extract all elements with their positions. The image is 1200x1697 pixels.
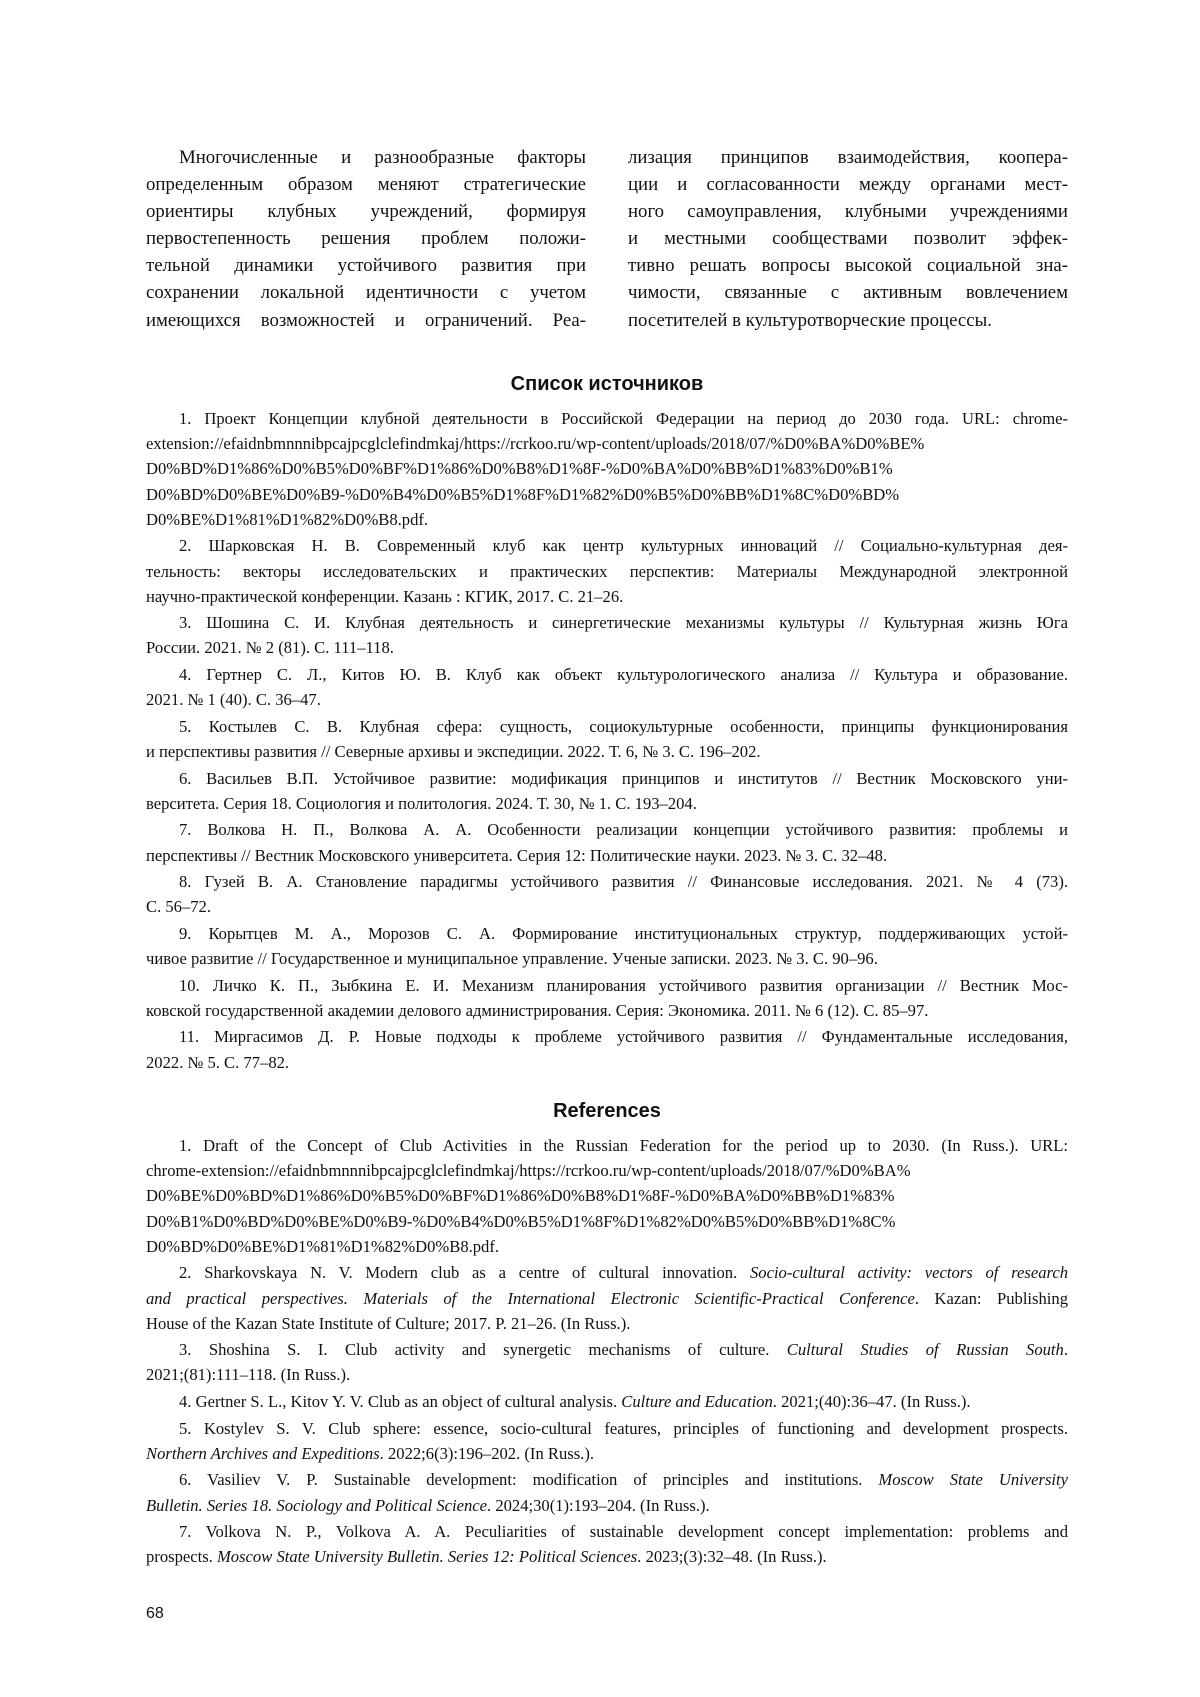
intro-column-right (628, 144, 1068, 334)
reference-item (146, 1519, 1068, 1569)
reference-journal: and practical perspectives. Materials of the International Electronic Scientific-Practical Conference (146, 1289, 915, 1308)
reference-journal: Northern Archives and Expeditions (146, 1444, 380, 1463)
reference-line (146, 1389, 1068, 1414)
source-line: верситета. Серия 18. Социология и политология. 2024. Т. 30, № 1. С. 193–204. (146, 791, 1068, 816)
source-line: перспективы // Вестник Московского университета. Серия 12: Политические науки. 2023. № 3. С. 32–48. (146, 843, 1068, 868)
source-line: 2. Шарковская Н. В. Современный клуб как центр культурных инноваций // Социально-культурная дея- (146, 533, 1068, 558)
reference-item (146, 1260, 1068, 1336)
intro-line: посетителей в культуротворческие процессы. (628, 307, 1068, 334)
reference-item (146, 1337, 1068, 1387)
source-line: 7. Волкова Н. П., Волкова А. А. Особенности реализации концепции устойчивого развития: проблемы и (146, 817, 1068, 842)
reference-line (146, 1209, 1068, 1234)
reference-text: . 2021;(40):36–47. (In Russ.). (773, 1392, 971, 1411)
source-line: 6. Васильев В.П. Устойчивое развитие: модификация принципов и институтов // Вестник Московского уни- (146, 766, 1068, 791)
intro-line: сохранении локальной идентичности с учетом (146, 279, 586, 306)
intro-line: чимости, связанные с активным вовлечением (628, 279, 1068, 306)
source-item (146, 817, 1068, 867)
document-page (0, 0, 1200, 1697)
intro-line: первостепенность решения проблем положи- (146, 225, 586, 252)
sources-list (146, 406, 1068, 1075)
intro-line: имеющихся возможностей и ограничений. Реа- (146, 307, 586, 334)
reference-item (146, 1416, 1068, 1466)
reference-text: 6. Vasiliev V. P. Sustainable development: modification of principles and institutions. (179, 1470, 878, 1489)
source-line: 10. Личко К. П., Зыбкина Е. И. Механизм планирования устойчивого развития организации // Вестник Мос- (146, 973, 1068, 998)
source-item (146, 406, 1068, 532)
intro-line: ориентиры клубных учреждений, формируя (146, 198, 586, 225)
reference-text: 3. Shoshina S. I. Club activity and synergetic mechanisms of culture. (179, 1340, 787, 1359)
reference-journal: Culture and Education (621, 1392, 772, 1411)
reference-text: 7. Volkova N. P., Volkova A. A. Peculiarities of sustainable development concept implementation: problems and (179, 1522, 1068, 1541)
source-line: и перспективы развития // Северные архивы и экспедиции. 2022. Т. 6, № 3. С. 196–202. (146, 739, 1068, 764)
source-line: тельность: векторы исследовательских и практических перспектив: Материалы Международной электронной (146, 559, 1068, 584)
reference-item (146, 1389, 1068, 1414)
source-line: D0%BE%D1%81%D1%82%D0%B8.pdf. (146, 507, 1068, 532)
source-item (146, 662, 1068, 712)
reference-line (146, 1467, 1068, 1492)
source-line: 4. Гертнер С. Л., Китов Ю. В. Клуб как объект культурологического анализа // Культура и образование. (146, 662, 1068, 687)
intro-line: Многочисленные и разнообразные факторы (146, 144, 586, 171)
source-item (146, 869, 1068, 919)
reference-text: chrome-extension://efaidnbmnnnibpcajpcglclefindmkaj/https://rcrkoo.ru/wp-content/uploads/2018/07/%D0%BA% (146, 1161, 911, 1180)
reference-text: D0%BE%D0%BD%D1%86%D0%B5%D0%BF%D1%86%D0%B8%D1%8F-%D0%BA%D0%BB%D1%83% (146, 1186, 895, 1205)
reference-text: 1. Draft of the Concept of Club Activities in the Russian Federation for the period up to 2030. (In Russ.). URL: (179, 1136, 1068, 1155)
source-line: 3. Шошина С. И. Клубная деятельность и синергетические механизмы культуры // Культурная жизнь Юга (146, 610, 1068, 635)
reference-line (146, 1416, 1068, 1441)
reference-text: 4. Gertner S. L., Kitov Y. V. Club as an object of cultural analysis. (179, 1392, 621, 1411)
reference-text: . 2024;30(1):193–204. (In Russ.). (487, 1496, 710, 1515)
reference-line (146, 1234, 1068, 1259)
reference-line (146, 1311, 1068, 1336)
source-line: 5. Костылев С. В. Клубная сфера: сущность, социокультурные особенности, принципы функционирования (146, 714, 1068, 739)
reference-text: House of the Kazan State Institute of Culture; 2017. P. 21–26. (In Russ.). (146, 1314, 630, 1333)
sources-heading: Список источников (146, 372, 1068, 396)
source-line: extension://efaidnbmnnnibpcajpcglclefindmkaj/https://rcrkoo.ru/wp-content/uploads/2018/07/%D0%BA%D0%BE% (146, 431, 1068, 456)
reference-journal: Socio-cultural activity: vectors of research (750, 1263, 1068, 1282)
intro-column-left (146, 144, 586, 334)
reference-line (146, 1286, 1068, 1311)
reference-line (146, 1441, 1068, 1466)
reference-text: . 2023;(3):32–48. (In Russ.). (637, 1547, 826, 1566)
reference-text: . (1064, 1340, 1068, 1359)
source-item (146, 533, 1068, 609)
reference-line (146, 1519, 1068, 1544)
intro-line: ции и согласованности между органами мест- (628, 171, 1068, 198)
reference-line (146, 1260, 1068, 1285)
references-list (146, 1133, 1068, 1570)
intro-line: тельной динамики устойчивого развития при (146, 252, 586, 279)
source-line: 9. Корытцев М. А., Морозов С. А. Формирование институциональных структур, поддерживающих устой- (146, 921, 1068, 946)
source-line: 11. Миргасимов Д. Р. Новые подходы к проблеме устойчивого развития // Фундаментальные исследования, (146, 1024, 1068, 1049)
reference-text: prospects. (146, 1547, 217, 1566)
intro-line: ного самоуправления, клубными учреждениями (628, 198, 1068, 225)
source-item (146, 714, 1068, 764)
reference-text: 2. Sharkovskaya N. V. Modern club as a centre of cultural innovation. (179, 1263, 750, 1282)
intro-line: лизация принципов взаимодействия, коопера- (628, 144, 1068, 171)
reference-text: . 2022;6(3):196–202. (In Russ.). (380, 1444, 594, 1463)
reference-text: . Kazan: Publishing (915, 1289, 1068, 1308)
reference-text: 5. Kostylev S. V. Club sphere: essence, socio-cultural features, principles of functioning and development prospects. (179, 1419, 1068, 1438)
source-line: научно-практической конференции. Казань : КГИК, 2017. С. 21–26. (146, 584, 1068, 609)
source-line: С. 56–72. (146, 894, 1068, 919)
source-line: 8. Гузей В. А. Становление парадигмы устойчивого развития // Финансовые исследования. 2021. № 4 (73). (146, 869, 1068, 894)
reference-line (146, 1158, 1068, 1183)
source-line: России. 2021. № 2 (81). С. 111–118. (146, 635, 1068, 660)
reference-line (146, 1362, 1068, 1387)
reference-text: 2021;(81):111–118. (In Russ.). (146, 1365, 350, 1384)
intro-line: тивно решать вопросы высокой социальной зна- (628, 252, 1068, 279)
reference-line (146, 1337, 1068, 1362)
reference-line (146, 1133, 1068, 1158)
reference-text: D0%B1%D0%BD%D0%BE%D0%B9-%D0%B4%D0%B5%D1%8F%D1%82%D0%B5%D0%BB%D1%8C% (146, 1212, 895, 1231)
reference-journal: Moscow State University (878, 1470, 1068, 1489)
reference-line (146, 1493, 1068, 1518)
reference-journal: Moscow State University Bulletin. Series 12: Political Sciences (217, 1547, 637, 1566)
source-line: 2022. № 5. С. 77–82. (146, 1050, 1068, 1075)
source-item (146, 973, 1068, 1023)
reference-journal: Bulletin. Series 18. Sociology and Political Science (146, 1496, 487, 1515)
source-line: D0%BD%D0%BE%D0%B9-%D0%B4%D0%B5%D1%8F%D1%82%D0%B5%D0%BB%D1%8C%D0%BD% (146, 482, 1068, 507)
reference-item (146, 1133, 1068, 1259)
source-line: ковской государственной академии делового администрирования. Серия: Экономика. 2011. № 6 (12). С. 85–97. (146, 998, 1068, 1023)
source-line: 2021. № 1 (40). С. 36–47. (146, 687, 1068, 712)
reference-text: D0%BD%D0%BE%D1%81%D1%82%D0%B8.pdf. (146, 1237, 499, 1256)
source-item (146, 1024, 1068, 1074)
source-item (146, 921, 1068, 971)
source-item (146, 610, 1068, 660)
source-line: 1. Проект Концепции клубной деятельности в Российской Федерации на период до 2030 года. URL: chrome- (146, 406, 1068, 431)
source-line: D0%BD%D1%86%D0%B5%D0%BF%D1%86%D0%B8%D1%8F-%D0%BA%D0%BB%D1%83%D0%B1% (146, 456, 1068, 481)
reference-item (146, 1467, 1068, 1517)
reference-line (146, 1183, 1068, 1208)
intro-line: и местными сообществами позволит эффек- (628, 225, 1068, 252)
source-line: чивое развитие // Государственное и муниципальное управление. Ученые записки. 2023. № 3. С. 90–96. (146, 946, 1068, 971)
intro-line: определенным образом меняют стратегические (146, 171, 586, 198)
reference-journal: Cultural Studies of Russian South (787, 1340, 1064, 1359)
page-number: 68 (146, 1605, 164, 1623)
source-item (146, 766, 1068, 816)
references-heading: References (146, 1099, 1068, 1123)
reference-line (146, 1544, 1068, 1569)
